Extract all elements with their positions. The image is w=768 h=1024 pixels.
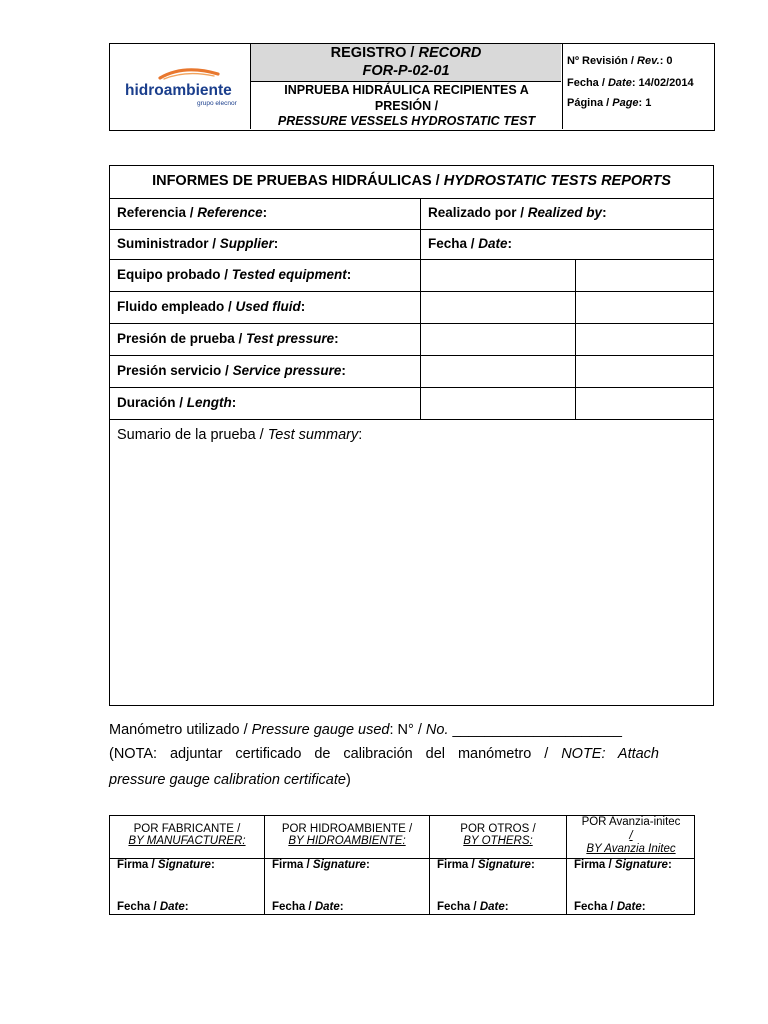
document-header xyxy=(109,43,715,131)
used-fluid-label: Fluido empleado / Used fluid: xyxy=(117,299,306,314)
hidroambiente-date-field: Fecha / Date: xyxy=(272,901,344,913)
service-pressure-label: Presión servicio / Service pressure: xyxy=(117,363,346,378)
calibration-note-line2: pressure gauge calibration certificate) xyxy=(109,772,351,788)
form-code: FOR-P-02-01 xyxy=(362,63,450,79)
test-summary-label: Sumario de la prueba / Test summary: xyxy=(117,427,363,443)
pressure-gauge-line: Manómetro utilizado / Pressure gauge used: N° / No. _____________________ xyxy=(109,722,622,738)
title-shade xyxy=(251,44,561,82)
logo-tagline: grupo elecnor xyxy=(197,100,237,107)
reference-label: Referencia / Reference: xyxy=(117,205,268,220)
revision-cell xyxy=(563,44,713,129)
signature-table xyxy=(109,815,695,915)
title-cell xyxy=(251,44,563,129)
length-label: Duración / Length: xyxy=(117,395,237,410)
avanzia-signature-field: Firma / Signature: xyxy=(574,859,672,871)
report-title-row xyxy=(110,166,713,199)
avanzia-header: POR Avanzia-initec / BY Avanzia Initec xyxy=(581,816,681,855)
test-pressure-label: Presión de prueba / Test pressure: xyxy=(117,331,339,346)
date-label: Fecha / Date: xyxy=(428,236,513,251)
others-header: POR OTROS / BY OTHERS: xyxy=(460,823,536,847)
hidroambiente-logo xyxy=(122,66,242,116)
others-date-field: Fecha / Date: xyxy=(437,901,509,913)
manufacturer-date-field: Fecha / Date: xyxy=(117,901,189,913)
tested-equipment-label: Equipo probado / Tested equipment: xyxy=(117,267,352,282)
test-title-es-2: PRESIÓN / xyxy=(374,99,439,113)
column-divider xyxy=(575,260,576,420)
hidroambiente-signature-field: Firma / Signature: xyxy=(272,859,370,871)
record-title: REGISTRO / RECORD xyxy=(330,45,482,61)
revision-number: Nº Revisión / Rev.: 0 xyxy=(567,55,673,67)
realized-by-label: Realizado por / Realized by: xyxy=(428,205,607,220)
test-title-en: PRESSURE VESSELS HYDROSTATIC TEST xyxy=(277,114,536,128)
column-divider xyxy=(420,199,421,420)
logo-text: hidroambiente xyxy=(125,82,232,99)
others-signature-field: Firma / Signature: xyxy=(437,859,535,871)
test-title-es: INPRUEBA HIDRÁULICA RECIPIENTES A xyxy=(284,83,529,97)
hidroambiente-header: POR HIDROAMBIENTE / BY HIDROAMBIENTE: xyxy=(281,823,413,847)
supplier-label: Suministrador / Supplier: xyxy=(117,236,279,251)
manufacturer-signature-field: Firma / Signature: xyxy=(117,859,215,871)
report-title: INFORMES DE PRUEBAS HIDRÁULICAS / HYDROSTATIC TESTS REPORTS xyxy=(152,173,671,189)
revision-date: Fecha / Date: 14/02/2014 xyxy=(567,77,694,89)
logo-cell xyxy=(110,44,251,129)
test-report-table xyxy=(109,165,714,706)
avanzia-date-field: Fecha / Date: xyxy=(574,901,646,913)
manufacturer-header: POR FABRICANTE / BY MANUFACTURER: xyxy=(128,823,246,847)
calibration-note-line1: (NOTA: adjuntar certificado de calibración del manómetro / NOTE: Attach xyxy=(109,746,659,762)
page-number: Página / Page: 1 xyxy=(567,97,652,109)
